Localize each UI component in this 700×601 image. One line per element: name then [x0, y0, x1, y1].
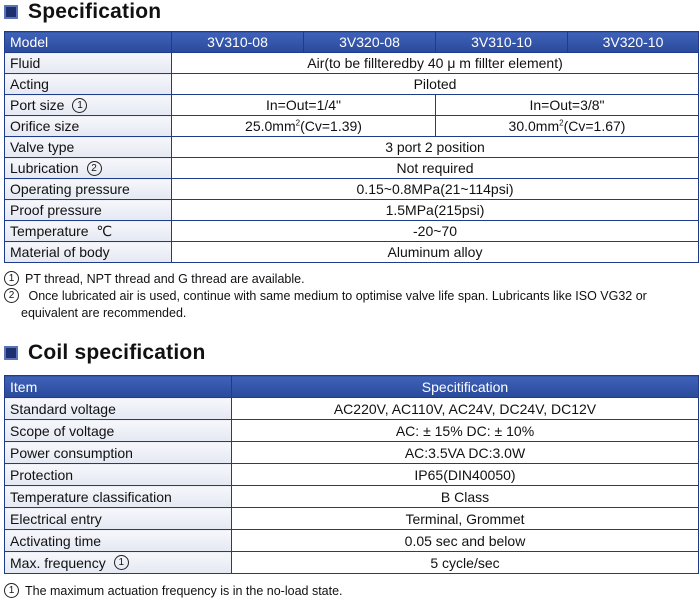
- model-header: Model: [5, 32, 172, 53]
- table-row: [5, 137, 699, 158]
- orifice-size-label: Orifice size: [5, 116, 172, 137]
- fluid-value: Air(to be fillteredby 40 μ m fillter element): [172, 53, 699, 74]
- note-marker-1: 1: [114, 555, 129, 570]
- table-row: [5, 420, 699, 442]
- power-consumption-value: AC:3.5VA DC:3.0W: [232, 442, 699, 464]
- celsius-unit: ℃: [96, 223, 113, 239]
- orifice-a-num: 25.0mm: [245, 118, 296, 134]
- table-row: [5, 53, 699, 74]
- protection-label: Protection: [5, 464, 232, 486]
- spec-title: Specification: [28, 0, 162, 23]
- port-size-value-b: In=Out=3/8": [436, 95, 699, 116]
- lubrication-label: Lubrication: [10, 160, 79, 176]
- square-bullet-icon: [4, 5, 18, 19]
- coil-header-row: [5, 376, 699, 398]
- square-bullet-icon: [4, 346, 18, 360]
- table-row: [5, 486, 699, 508]
- spec-notes: [4, 271, 696, 322]
- table-row: [5, 242, 699, 263]
- spec-note-1: [4, 272, 305, 286]
- lubrication-value: Not required: [172, 158, 699, 179]
- fluid-label: Fluid: [5, 53, 172, 74]
- table-row: [5, 442, 699, 464]
- spec-note-2-line1: Once lubricated air is used, continue with same medium to optimise valve life span. Lubricants like ISO VG32 or: [28, 289, 647, 303]
- electrical-entry-label: Electrical entry: [5, 508, 232, 530]
- temperature-label: Temperature: [10, 223, 89, 239]
- max-frequency-cell: [5, 552, 232, 574]
- standard-voltage-value: AC220V, AC110V, AC24V, DC24V, DC12V: [232, 398, 699, 420]
- note-marker-1: 1: [72, 98, 87, 113]
- operating-pressure-label: Operating pressure: [5, 179, 172, 200]
- lubrication-cell: [5, 158, 172, 179]
- model-3v320-08: 3V320-08: [304, 32, 436, 53]
- proof-pressure-label: Proof pressure: [5, 200, 172, 221]
- temperature-classification-label: Temperature classification: [5, 486, 232, 508]
- activating-time-value: 0.05 sec and below: [232, 530, 699, 552]
- table-row: [5, 158, 699, 179]
- scope-of-voltage-value: AC: ± 15% DC: ± 10%: [232, 420, 699, 442]
- power-consumption-label: Power consumption: [5, 442, 232, 464]
- table-row: [5, 74, 699, 95]
- proof-pressure-value: 1.5MPa(215psi): [172, 200, 699, 221]
- activating-time-label: Activating time: [5, 530, 232, 552]
- temperature-cell: [5, 221, 172, 242]
- table-row: [5, 464, 699, 486]
- coil-section-title: [4, 341, 205, 365]
- orifice-b-sup: 2: [559, 118, 564, 128]
- note-marker-2: 2: [87, 161, 102, 176]
- scope-of-voltage-label: Scope of voltage: [5, 420, 232, 442]
- coil-title: Coil specification: [28, 341, 206, 364]
- material-label: Material of body: [5, 242, 172, 263]
- temperature-value: -20~70: [172, 221, 699, 242]
- table-row: [5, 530, 699, 552]
- spec-header-row: [5, 32, 699, 53]
- acting-label: Acting: [5, 74, 172, 95]
- standard-voltage-label: Standard voltage: [5, 398, 232, 420]
- material-value: Aluminum alloy: [172, 242, 699, 263]
- electrical-entry-value: Terminal, Grommet: [232, 508, 699, 530]
- spec-table: [4, 31, 699, 263]
- table-row: [5, 221, 699, 242]
- port-size-cell: [5, 95, 172, 116]
- orifice-a-rest: (Cv=1.39): [300, 118, 362, 134]
- coil-notes: [4, 583, 696, 600]
- table-row: [5, 116, 699, 137]
- valve-type-value: 3 port 2 position: [172, 137, 699, 158]
- port-size-label: Port size: [10, 97, 65, 113]
- table-row: [5, 398, 699, 420]
- specification-header: Specitification: [232, 376, 699, 398]
- note-marker-1: 1: [4, 271, 19, 286]
- spec-note-2-line2: equivalent are recommended.: [21, 306, 187, 320]
- orifice-b-rest: (Cv=1.67): [563, 118, 626, 134]
- orifice-size-value-b: [436, 116, 699, 137]
- operating-pressure-value: 0.15~0.8MPa(21~114psi): [172, 179, 699, 200]
- table-row: [5, 200, 699, 221]
- protection-value: IP65(DIN40050): [232, 464, 699, 486]
- orifice-b-num: 30.0mm: [508, 118, 560, 134]
- orifice-a-sup: 2: [295, 118, 301, 128]
- table-row: [5, 508, 699, 530]
- orifice-size-value-a: [172, 116, 436, 137]
- acting-value: Piloted: [172, 74, 699, 95]
- note-marker-2: 2: [4, 288, 19, 303]
- model-3v310-10: 3V310-10: [436, 32, 568, 53]
- table-row: [5, 552, 699, 574]
- note-marker-1: 1: [4, 583, 19, 598]
- coil-table: [4, 375, 699, 574]
- coil-note-1-text: The maximum actuation frequency is in the no-load state.: [25, 584, 343, 598]
- max-frequency-value: 5 cycle/sec: [232, 552, 699, 574]
- spec-note-1-text: PT thread, NPT thread and G thread are available.: [25, 272, 305, 286]
- item-header: Item: [5, 376, 232, 398]
- port-size-value-a: In=Out=1/4": [172, 95, 436, 116]
- spec-note-2: [4, 289, 647, 303]
- table-row: [5, 179, 699, 200]
- table-row: [5, 95, 699, 116]
- temperature-classification-value: B Class: [232, 486, 699, 508]
- model-3v310-08: 3V310-08: [172, 32, 304, 53]
- max-frequency-label: Max. frequency: [10, 554, 106, 571]
- spec-section-title: [4, 0, 161, 24]
- model-3v320-10: 3V320-10: [568, 32, 699, 53]
- valve-type-label: Valve type: [5, 137, 172, 158]
